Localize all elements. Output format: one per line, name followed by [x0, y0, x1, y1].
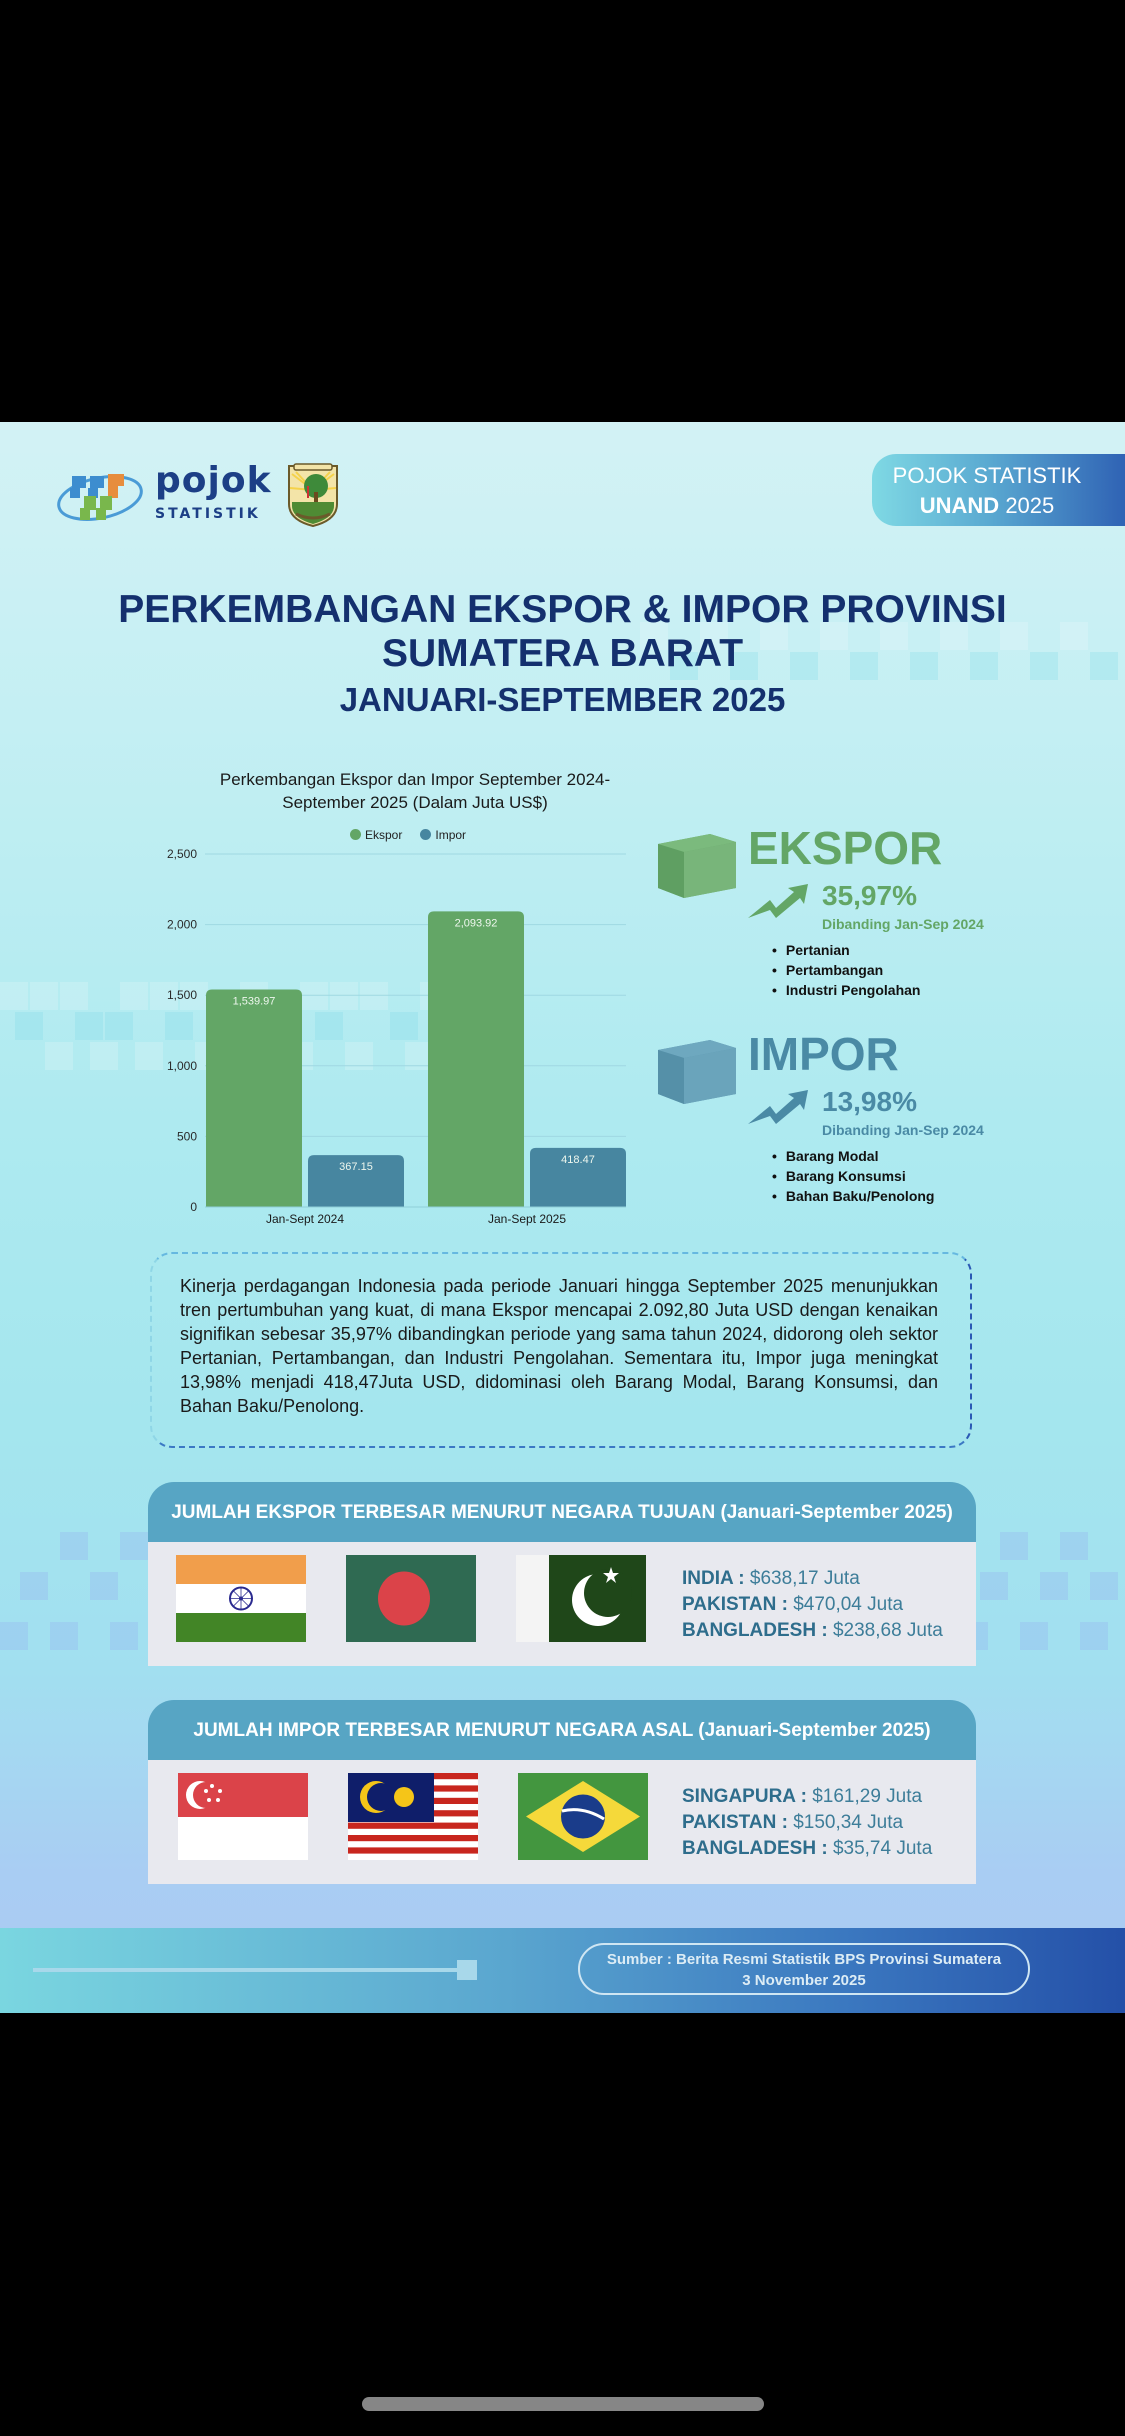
pixel-tile [0, 982, 28, 1010]
bar-data-label: 418.47 [561, 1153, 595, 1166]
export-country: BANGLADESH : [682, 1620, 828, 1641]
export-row [682, 1592, 943, 1618]
legend-dot-ekspor [350, 829, 361, 840]
title-line2: SUMATERA BARAT [381, 632, 744, 675]
pixel-tile [1040, 1572, 1068, 1600]
pixel-tile [120, 1532, 148, 1560]
pixel-tile [1090, 1572, 1118, 1600]
import-value: $35,74 Juta [832, 1838, 933, 1859]
export-row [682, 1566, 943, 1592]
import-values [682, 1784, 932, 1862]
import-value: $161,29 Juta [812, 1786, 923, 1807]
export-value: $470,04 Juta [793, 1594, 904, 1615]
export-values [682, 1566, 943, 1644]
pixel-tile [45, 1042, 73, 1070]
bar-ekspor [206, 990, 302, 1207]
chart-title-line2: September 2025 (Dalam Juta US$) [282, 793, 548, 812]
legend-label-impor: Impor [435, 828, 467, 842]
pojok-statistik-logo [155, 462, 272, 522]
pixel-tile [120, 982, 148, 1010]
import-country: SINGAPURA : [682, 1786, 807, 1807]
chart-legend [350, 828, 466, 842]
trend-up-arrow-icon [746, 884, 812, 920]
y-tick-label: 2,500 [166, 847, 197, 861]
pixel-tile [980, 1572, 1008, 1600]
ekspor-comparison: Dibanding Jan-Sep 2024 [822, 916, 984, 932]
pixel-tile [75, 1012, 103, 1040]
impor-box-icon [658, 1038, 738, 1104]
source-pill [578, 1943, 1030, 1995]
export-card-body [148, 1542, 976, 1666]
export-country: INDIA : [682, 1568, 745, 1589]
pixel-tile [50, 1622, 78, 1650]
singapore-flag-icon [178, 1773, 308, 1860]
import-row [682, 1810, 932, 1836]
impor-title: IMPOR [748, 1028, 899, 1080]
trend-up-arrow-icon [746, 1090, 812, 1126]
ekspor-sector-item: • Pertanian [772, 940, 920, 960]
badge-year: 2025 [1005, 493, 1055, 518]
export-country: PAKISTAN : [682, 1594, 788, 1615]
import-card-title: JUMLAH IMPOR TERBESAR MENURUT NEGARA ASAL (Januari-September 2025) [148, 1700, 976, 1760]
summary-text: Kinerja perdagangan Indonesia pada periode Januari hingga September 2025 menunjukkan tren pertumbuhan yang kuat, di mana Ekspor mencapai 2.092,80 Juta USD dengan kenaikan signifikan sebesar 35,97% dibandingkan periode yang sama tahun 2024, didorong oleh sektor Pertanian, Pertambangan, dan Industri Pengolahan. Sementara itu, Impor juga meningkat 13,98% menjadi 418,47Juta USD, didominasi oleh Barang Modal, Barang Konsumsi, dan Bahan Baku/Penolong. [180, 1276, 938, 1416]
footer-decorative-line [33, 1968, 463, 1972]
pixel-tile [30, 982, 58, 1010]
ekspor-box-icon [658, 832, 738, 898]
title-line1: PERKEMBANGAN EKSPOR & IMPOR PROVINSI [118, 588, 1007, 631]
chart-title [190, 768, 640, 814]
y-tick-label: 0 [190, 1200, 197, 1214]
footer-decorative-square [457, 1960, 477, 1980]
import-country: PAKISTAN : [682, 1812, 788, 1833]
brazil-flag-icon [518, 1773, 648, 1860]
impor-category-item: • Bahan Baku/Penolong [772, 1186, 934, 1206]
bar-data-label: 367.15 [339, 1161, 373, 1174]
pixel-tile [1000, 1532, 1028, 1560]
bar-ekspor [428, 911, 524, 1207]
bps-logo-icon [56, 466, 144, 526]
impor-comparison: Dibanding Jan-Sep 2024 [822, 1122, 984, 1138]
ekspor-title: EKSPOR [748, 822, 943, 874]
bangladesh-flag-icon [346, 1555, 476, 1642]
summary-box [150, 1252, 972, 1448]
page-title [0, 588, 1125, 720]
pixel-tile [15, 1012, 43, 1040]
ekspor-percent: 35,97% [822, 880, 917, 911]
impor-percent: 13,98% [822, 1086, 917, 1117]
pixel-tile [1080, 1622, 1108, 1650]
impor-category-item: • Barang Konsumsi [772, 1166, 934, 1186]
import-value: $150,34 Juta [793, 1812, 904, 1833]
title-line3: JANUARI-SEPTEMBER 2025 [339, 681, 786, 718]
ekspor-sector-list [772, 940, 920, 1000]
y-tick-label: 1,500 [166, 988, 197, 1003]
y-tick-label: 500 [176, 1129, 197, 1144]
home-indicator[interactable] [362, 2397, 764, 2411]
x-tick-label: Jan-Sept 2024 [265, 1212, 345, 1226]
bar-data-label: 2,093.92 [454, 917, 498, 930]
import-origin-card [148, 1700, 976, 1884]
pojok-statistik-unand-badge [872, 454, 1125, 526]
export-card-title: JUMLAH EKSPOR TERBESAR MENURUT NEGARA TUJUAN (Januari-September 2025) [148, 1482, 976, 1542]
import-row [682, 1784, 932, 1810]
impor-category-item: • Barang Modal [772, 1146, 934, 1166]
infographic-poster [0, 422, 1125, 2013]
badge-line2 [872, 491, 1102, 521]
export-row [682, 1618, 943, 1644]
source-line1: Sumber : Berita Resmi Statistik BPS Provinsi Sumatera [606, 1951, 1002, 1968]
pixel-tile [1020, 1622, 1048, 1650]
y-tick-label: 1,000 [166, 1058, 197, 1073]
footer-bar [0, 1928, 1125, 2013]
legend-label-ekspor: Ekspor [365, 828, 403, 842]
legend-item-impor[interactable] [420, 828, 466, 842]
pixel-tile [1060, 1532, 1088, 1560]
import-country: BANGLADESH : [682, 1838, 828, 1859]
malaysia-flag-icon [348, 1773, 478, 1860]
pixel-tile [105, 1012, 133, 1040]
india-flag-icon [176, 1555, 306, 1642]
legend-item-ekspor[interactable] [350, 828, 402, 842]
pixel-tile [20, 1572, 48, 1600]
bar-data-label: 1,539.97 [232, 995, 276, 1008]
chart-title-line1: Perkembangan Ekspor dan Impor September 2024- [219, 770, 611, 789]
impor-category-list [772, 1146, 934, 1206]
pojok-logo-text: pojok [155, 460, 272, 501]
pixel-tile [60, 1532, 88, 1560]
source-line2: 3 November 2025 [742, 1972, 866, 1989]
pixel-tile [110, 1622, 138, 1650]
pixel-tile [90, 1572, 118, 1600]
export-value: $638,17 Juta [749, 1568, 860, 1589]
ekspor-sector-item: • Pertambangan [772, 960, 920, 980]
pakistan-flag-icon [516, 1555, 646, 1642]
sumatera-barat-crest-icon [286, 462, 340, 528]
export-value: $238,68 Juta [832, 1620, 943, 1641]
ekspor-sector-item: • Industri Pengolahan [772, 980, 920, 1000]
pixel-tile [0, 1622, 28, 1650]
pixel-tile [60, 982, 88, 1010]
import-card-body [148, 1760, 976, 1884]
pojok-logo-subtext: STATISTIK [155, 506, 261, 522]
export-destination-card [148, 1482, 976, 1666]
import-row [682, 1836, 932, 1862]
x-tick-label: Jan-Sept 2025 [487, 1212, 567, 1226]
pixel-tile [90, 1042, 118, 1070]
y-tick-label: 2,000 [166, 917, 197, 932]
legend-dot-impor [420, 829, 431, 840]
badge-line1: POJOK STATISTIK [892, 463, 1082, 488]
badge-bold: UNAND [919, 493, 1000, 518]
